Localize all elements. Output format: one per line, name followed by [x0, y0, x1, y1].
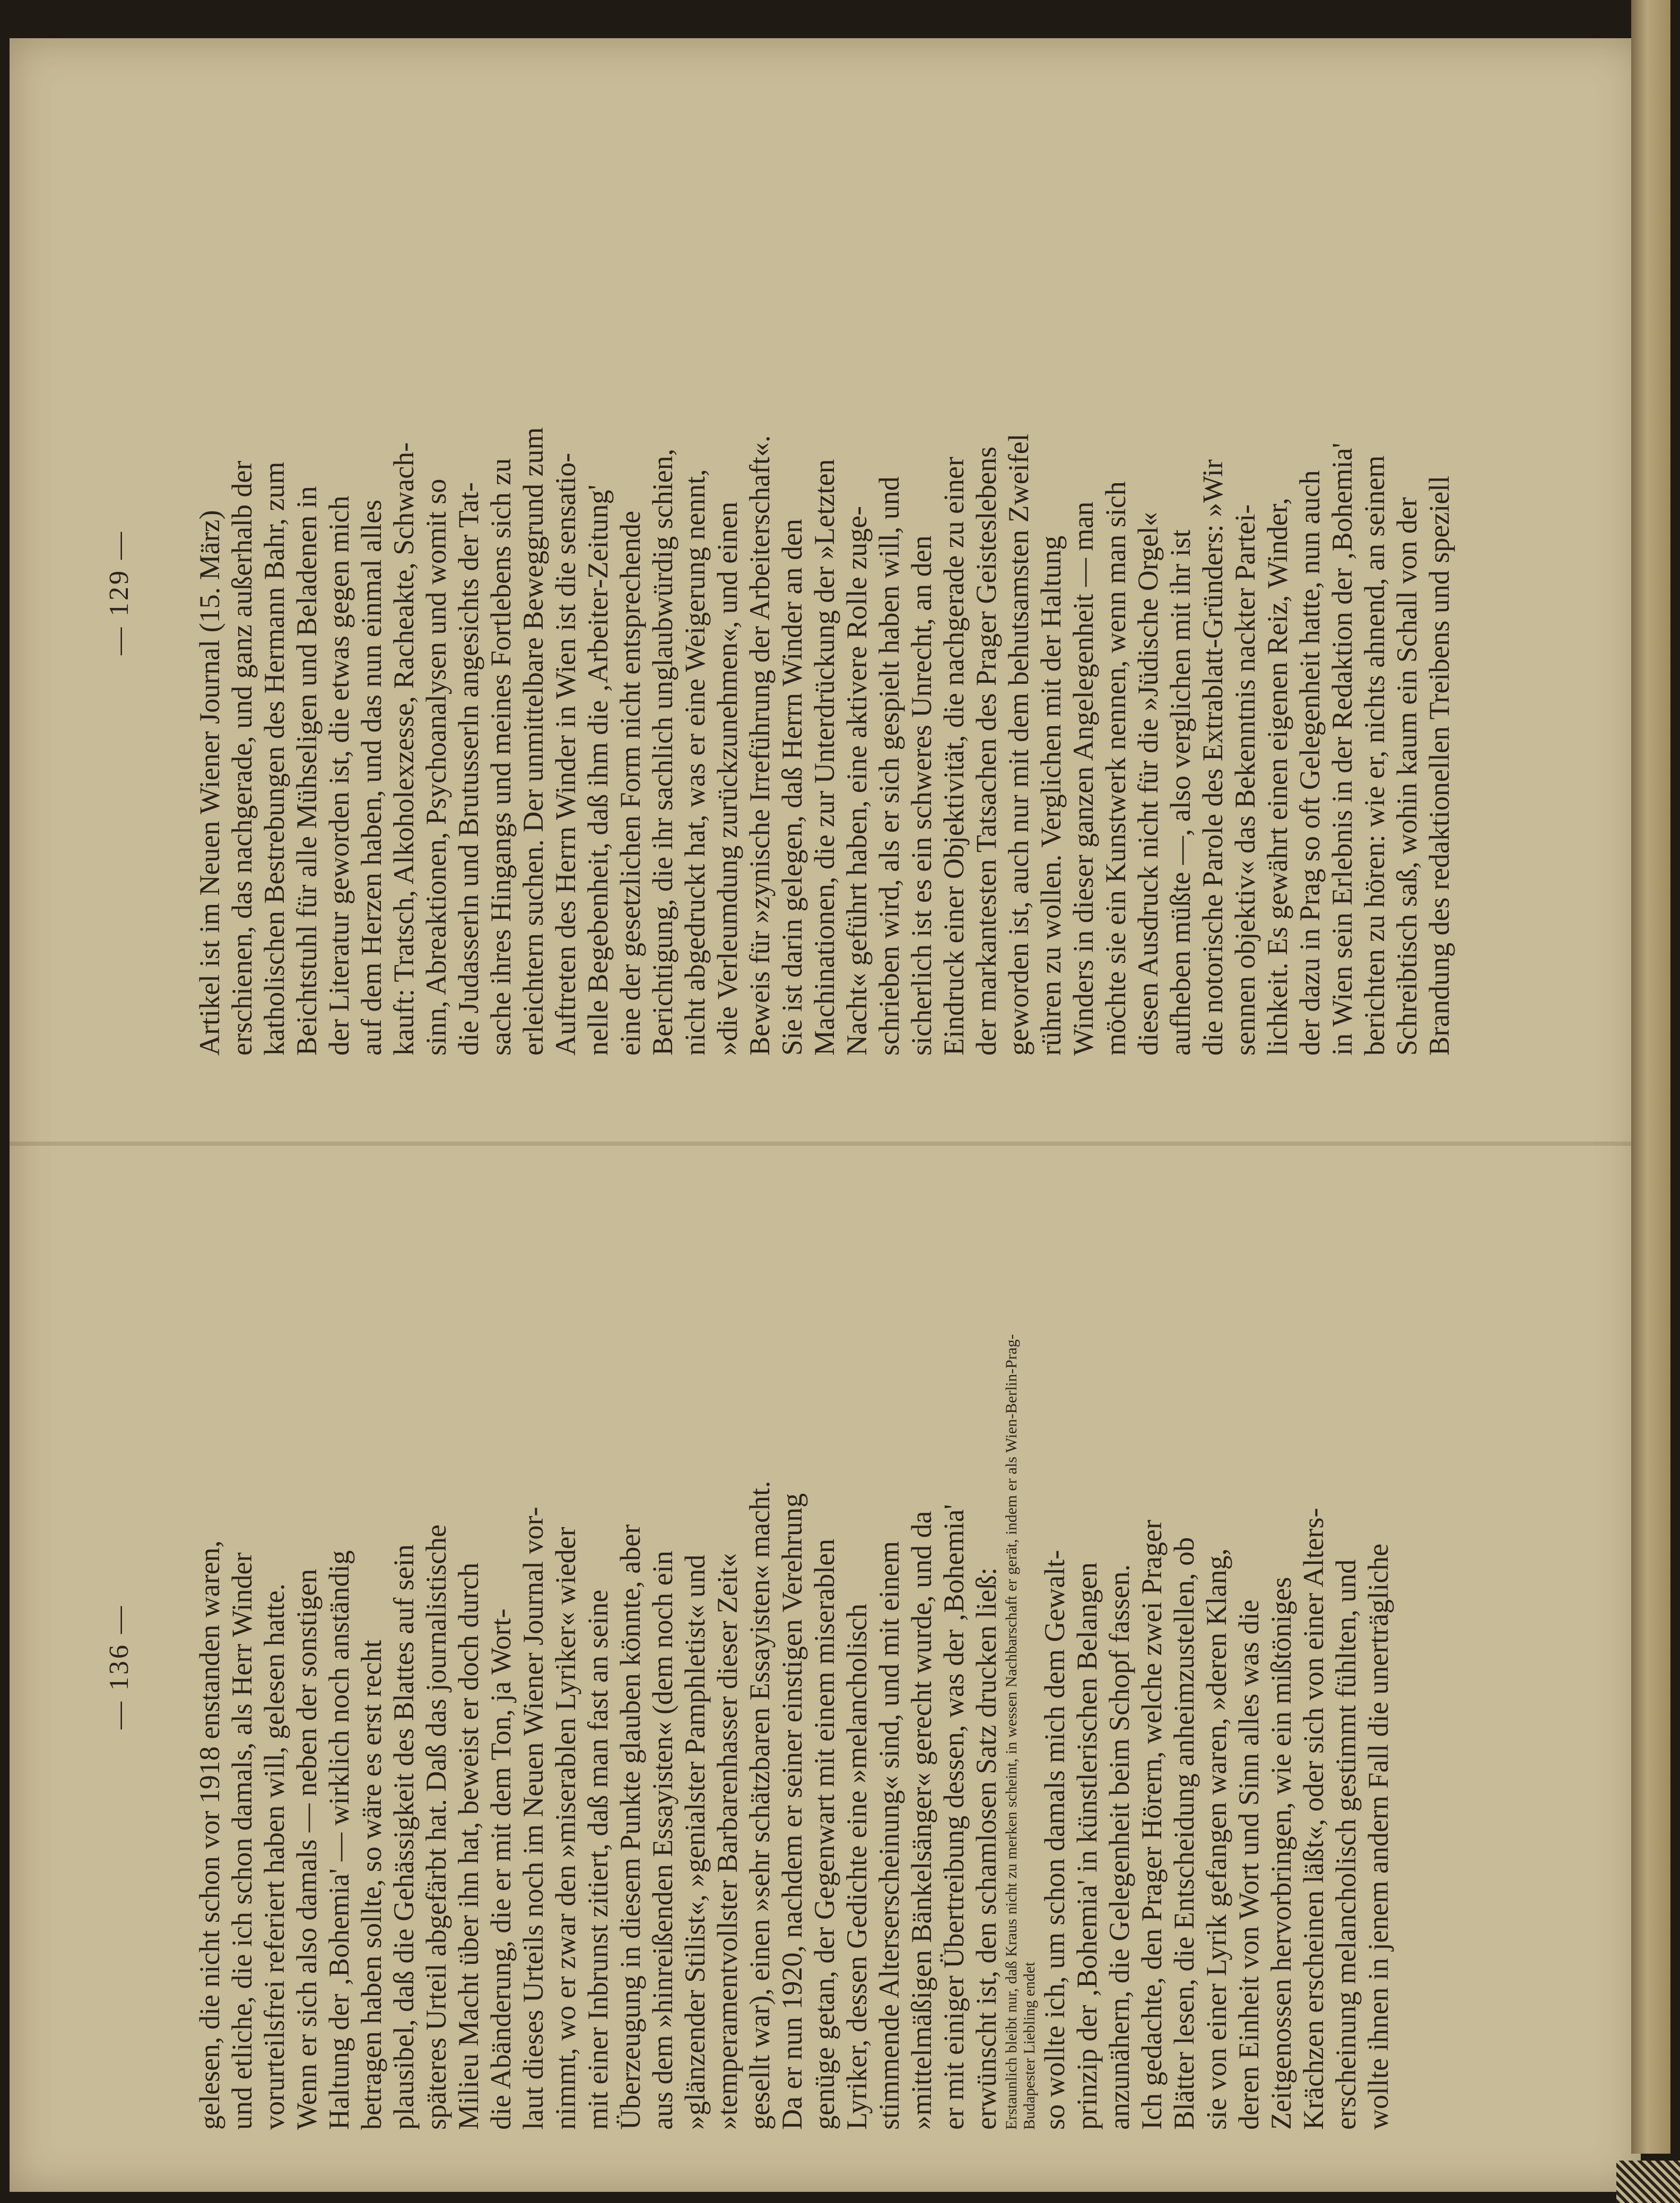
text-line: aufheben müßte —, also verglichen mit ihr ist: [1164, 529, 1196, 1056]
text-line: Artikel ist im Neuen Wiener Journal (15. März): [194, 510, 225, 1056]
text-line: schrieben wird, als er sich gespielt haben will, und: [873, 476, 905, 1056]
text-line: Krächzen erscheinen läßt«, oder sich von einer Alters-: [1298, 1508, 1329, 2130]
text-line: wollte ihnen in jenem andern Fall die unerträgliche: [1362, 1543, 1394, 2130]
text-line: erleichtern suchen. Der unmittelbare Beweggrund zum: [517, 427, 549, 1056]
text-line: Zeitgenossen hervorbringen, wie ein mißtöniges: [1265, 1577, 1297, 2130]
text-line: die Abänderung, die er mit dem Ton, ja Wort-: [485, 1608, 517, 2130]
text-line: der Literatur geworden ist, die etwas gegen mich: [323, 495, 355, 1056]
text-line: die Judasserln und Brutusserln angesichts der Tat-: [452, 482, 484, 1056]
text-line: »die Verleumdung zurückzunehmen«, und einen: [711, 501, 743, 1056]
text-line: betragen haben sollte, so wäre es erst recht: [355, 1640, 387, 2130]
text-line: Ich gedachte, den Prager Hörern, welche zwei Prager: [1136, 1520, 1168, 2130]
text-line: diesen Ausdruck nicht für die »Jüdische Orgel«: [1132, 512, 1164, 1056]
text-line: möchte sie ein Kunstwerk nennen, wenn man sich: [1100, 481, 1131, 1056]
text-line: laut dieses Urteils noch im Neuen Wiener Journal vor-: [517, 1507, 549, 2130]
text-line: gesellt war), einen »sehr schätzbaren Essayisten« macht.: [744, 1481, 776, 2130]
lower-text-after-footnote: [1039, 1334, 1395, 2130]
text-line: sicherlich ist es ein schweres Unrecht, an den: [906, 535, 937, 1056]
text-line: prinzip der ‚Bohemia' in künstlerischen Belangen: [1071, 1562, 1103, 2130]
page-fold-line: [10, 1142, 1641, 1146]
text-line: Lyriker, dessen Gedichte eine »melancholisch: [841, 1604, 873, 2130]
text-line: mit einer Inbrunst zitiert, daß man fast an seine: [582, 1589, 614, 2130]
text-line: erschienen, das nachgerade, und ganz außerhalb der: [226, 460, 258, 1056]
text-line: sinn, Abreaktionen, Psychoanalysen und womit so: [420, 478, 452, 1056]
text-line: Winders in dieser ganzen Angelegenheit — man: [1067, 501, 1099, 1056]
text-line: er mit einiger Übertreibung dessen, was der ‚Bohemia': [938, 1504, 970, 2130]
text-line: stimmende Alterserscheinung« sind, und mit einem: [873, 1541, 905, 2130]
text-line: Machinationen, die zur Unterdrückung der »Letzten: [808, 459, 840, 1056]
upper-page-text-column: [194, 260, 1456, 1056]
text-line: »mittelmäßigen Bänkelsänger« gerecht wurde, und da: [906, 1511, 937, 2130]
text-line: nelle Begebenheit, daß ihm die ‚Arbeiter-Zeitung': [582, 484, 614, 1056]
text-line: sie von einer Lyrik gefangen waren, »deren Klang,: [1200, 1548, 1232, 2130]
text-line: Überzeugung in diesem Punkte glauben könnte, aber: [614, 1524, 646, 2130]
text-line: Blätter lesen, die Entscheidung anheimzustellen, ob: [1168, 1537, 1200, 2130]
text-line: sennen objektiv« das Bekenntnis nackter Partei-: [1229, 504, 1261, 1056]
text-line: lichkeit. Es gewährt einen eigenen Reiz, Winder,: [1261, 498, 1293, 1056]
text-line: genüge getan, der Gegenwart mit einem miserablen: [808, 1538, 840, 2130]
footnote: Erstaunlich bleibt nur, daß Kraus nicht zu merken scheint, in wessen Nachbarschaft er gerät, indem er als Wien-Berlin-Prag-Budapester Liebling endet: [1003, 1334, 1038, 2130]
text-line: Eindruck einer Objektivität, die nachgerade zu einer: [938, 457, 970, 1056]
text-line: Beweis für »zynische Irreführung der Arbeiterschaft«.: [744, 435, 776, 1056]
text-line: berichten zu hören: wie er, nichts ahnend, an seinem: [1359, 455, 1390, 1056]
text-line: Nacht« geführt haben, eine aktivere Rolle zuge-: [841, 506, 873, 1056]
text-line: katholischen Bestrebungen des Hermann Bahr, zum: [258, 462, 290, 1056]
text-line: späteres Urteil abgefärbt hat. Daß das journalistische: [420, 1524, 452, 2130]
text-line: erwünscht ist, den schamlosen Satz drucken ließ:: [970, 1567, 1002, 2130]
text-line: Sie ist darin gelegen, daß Herrn Winder an den: [776, 519, 808, 1056]
text-line: in Wien sein Erlebnis in der Redaktion der ‚Bohemia': [1326, 442, 1358, 1056]
text-line: nimmt, wo er zwar den »miserablen Lyriker« wieder: [550, 1527, 581, 2130]
text-line: nicht abgedruckt hat, was er eine Weigerung nennt,: [679, 469, 711, 1056]
text-line: Brandung des redaktionellen Treibens und speziell: [1423, 475, 1455, 1056]
lower-text-before-footnote: [194, 1334, 1003, 2130]
text-line: »glänzender Stilist«, »genialster Pamphletist« und: [679, 1554, 711, 2130]
text-line: plausibel, daß die Gehässigkeit des Blattes auf sein: [388, 1544, 420, 2130]
text-line: Haltung der ‚Bohemia' — wirklich noch anständig: [323, 1550, 355, 2130]
text-line: vorurteilsfrei referiert haben will, gelesen hatte.: [258, 1583, 290, 2130]
text-line: deren Einheit von Wort und Sinn alles was die: [1233, 1599, 1265, 2130]
text-line: aus dem »hinreißenden Essayisten« (dem noch ein: [647, 1551, 678, 2130]
adjacent-page-edge: [1631, 0, 1670, 2154]
text-line: sache ihres Hingangs und meines Fortlebens sich zu: [485, 458, 517, 1056]
text-line: geworden ist, auch nur mit dem behutsamsten Zweifel: [1003, 433, 1034, 1056]
text-line: eine der gesetzlichen Form nicht entsprechende: [614, 510, 646, 1056]
text-line: und etliche, die ich schon damals, als Herr Winder: [226, 1552, 258, 2130]
text-line: rühren zu wollen. Verglichen mit der Haltung: [1035, 535, 1067, 1056]
text-line: die notorische Parole des Extrablatt-Gründers: »Wir: [1197, 459, 1229, 1056]
text-line: auf dem Herzen haben, und das nun einmal alles: [355, 499, 387, 1056]
text-line: »temperamentvollster Barbarenhasser dieser Zeit«: [711, 1553, 743, 2130]
lower-page-text-column: [194, 1334, 1395, 2130]
color-calibration-corner: [1616, 2161, 1680, 2203]
text-line: Beichtstuhl für alle Mühseligen und Beladenen in: [291, 486, 323, 1056]
text-line: Da er nun 1920, nachdem er seiner einstigen Verehrung: [776, 1493, 808, 2130]
text-line: Auftreten des Herrn Winder in Wien ist die sensatio-: [550, 452, 581, 1056]
text-line: anzunähern, die Gelegenheit beim Schopf fassen.: [1103, 1564, 1135, 2130]
text-line: kauft: Tratsch, Alkoholexzesse, Racheakte, Schwach-: [388, 442, 420, 1056]
text-line: gelesen, die nicht schon vor 1918 enstanden waren,: [194, 1540, 225, 2130]
text-line: erscheinung melancholisch gestimmt fühlten, und: [1330, 1559, 1362, 2130]
text-line: Berichtigung, die ihr sachlich unglaubwürdig schien,: [647, 448, 678, 1056]
text-line: Wenn er sich also damals — neben der sonstigen: [291, 1569, 323, 2130]
text-line: der dazu in Prag so oft Gelegenheit hatte, nun auch: [1294, 470, 1326, 1056]
page-number-136: — 136 —: [104, 1604, 134, 1729]
text-line: so wollte ich, um schon damals mich dem Gewalt-: [1039, 1549, 1070, 2130]
text-line: Milieu Macht über ihn hat, beweist er doch durch: [452, 1562, 484, 2130]
text-line: Schreibtisch saß, wohin kaum ein Schall von der: [1391, 497, 1423, 1056]
text-line: der markantesten Tatsachen des Prager Geisteslebens: [970, 446, 1002, 1056]
page-number-129: — 129 —: [104, 530, 134, 655]
